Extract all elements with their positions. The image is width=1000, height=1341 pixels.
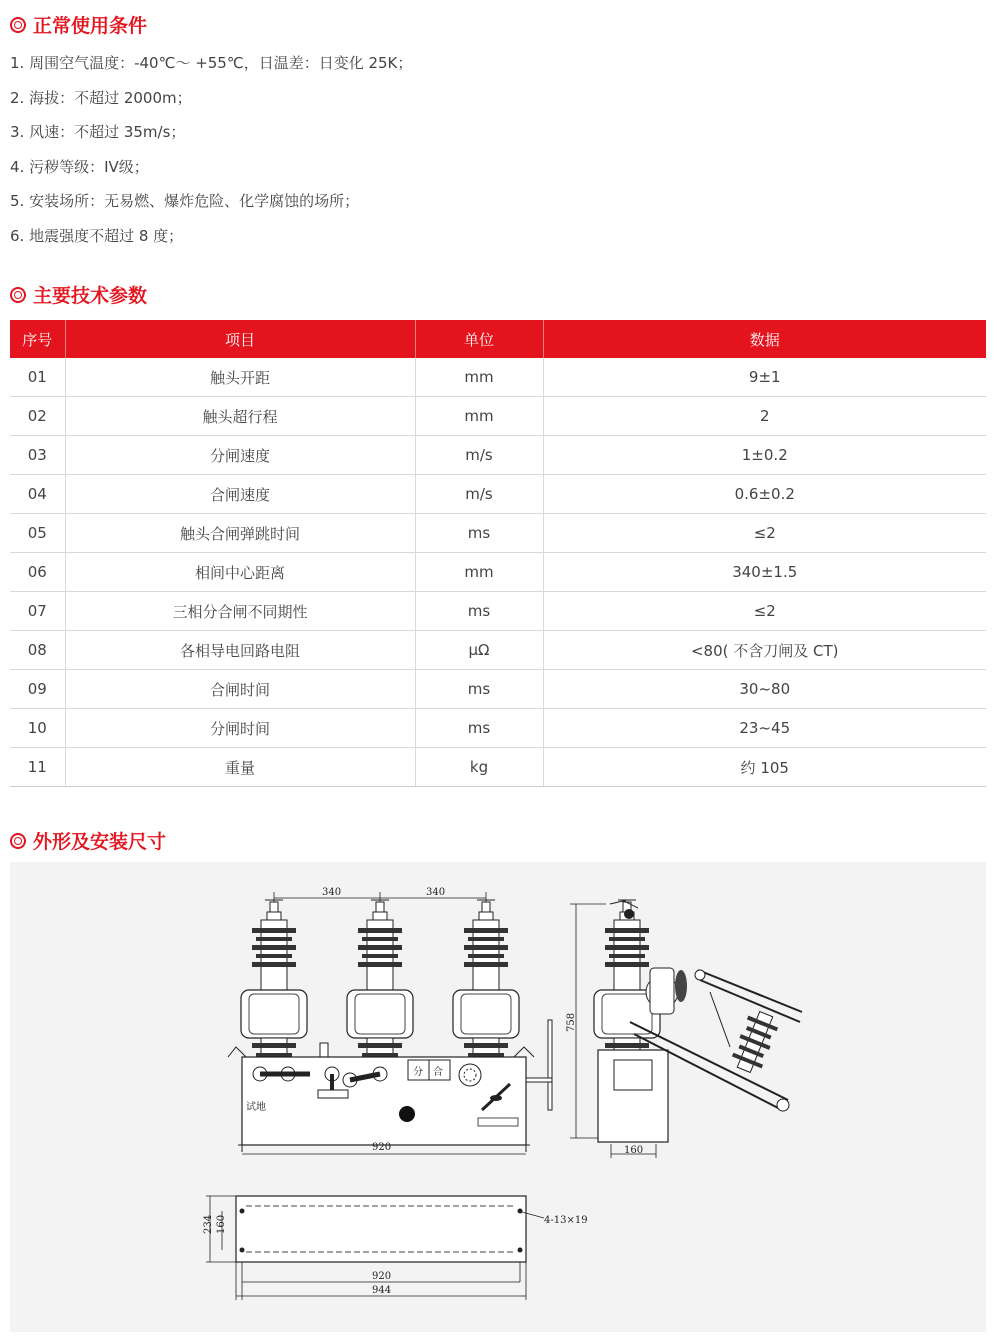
list-item: 2. 海拔：不超过 2000m； xyxy=(10,88,192,107)
cell: 触头开距 xyxy=(65,358,415,397)
base-plate-view xyxy=(203,1196,588,1300)
cell: 三相分合闸不同期性 xyxy=(65,592,415,631)
cell: 触头超行程 xyxy=(65,397,415,436)
table-row xyxy=(10,592,986,631)
dim-944: 944 xyxy=(372,1285,392,1296)
cell: mm xyxy=(415,358,543,397)
cell: 各相导电回路电阻 xyxy=(65,631,415,670)
list-item: 6. 地震强度不超过 8 度； xyxy=(10,226,184,245)
conditions-list xyxy=(10,50,412,257)
list-item: 5. 安装场所：无易燃、爆炸危险、化学腐蚀的场所； xyxy=(10,192,360,210)
cell: 相间中心距离 xyxy=(65,553,415,592)
list-item: 3. 风速：不超过 35m/s； xyxy=(10,123,186,141)
section-title-text: 主要技术参数 xyxy=(33,285,148,307)
section-title-conditions xyxy=(10,11,147,38)
cell: 04 xyxy=(10,475,65,514)
dim-160-side: 160 xyxy=(624,1145,644,1156)
cell: 约 105 xyxy=(543,748,986,787)
cell: 触头合闸弹跳时间 xyxy=(65,514,415,553)
dimension-drawing-panel xyxy=(10,862,986,1332)
circle-bullet-icon xyxy=(10,833,26,849)
section-title-text: 正常使用条件 xyxy=(33,15,148,37)
cell: m/s xyxy=(415,475,543,514)
table-row xyxy=(10,553,986,592)
header-item: 项目 xyxy=(65,320,415,358)
cell: ≤2 xyxy=(543,514,986,553)
table-row xyxy=(10,436,986,475)
dim-160-base: 160 xyxy=(216,1214,227,1234)
cell: 0.6±0.2 xyxy=(543,475,986,514)
cell: μΩ xyxy=(415,631,543,670)
cell: kg xyxy=(415,748,543,787)
cell: m/s xyxy=(415,436,543,475)
cell: ms xyxy=(415,592,543,631)
header-value: 数据 xyxy=(543,320,986,358)
dimension-drawing xyxy=(10,862,986,1332)
pole-left xyxy=(241,900,307,1066)
circle-bullet-icon xyxy=(10,287,26,303)
cell: 重量 xyxy=(65,748,415,787)
label-fen: 分 xyxy=(413,1067,423,1078)
cell: 30~80 xyxy=(543,670,986,709)
table-row xyxy=(10,748,986,787)
table-row xyxy=(10,358,986,397)
section-title-drawing xyxy=(10,827,166,854)
dim-234: 234 xyxy=(203,1214,214,1234)
dim-758: 758 xyxy=(566,1012,577,1032)
cell: 02 xyxy=(10,397,65,436)
cell: 合闸速度 xyxy=(65,475,415,514)
cell: 1±0.2 xyxy=(543,436,986,475)
cell: 2 xyxy=(543,397,986,436)
list-item: 1. 周围空气温度：-40℃～ +55℃，日温差：日变化 25K； xyxy=(10,54,413,72)
cell: 9±1 xyxy=(543,358,986,397)
table-header-row xyxy=(10,320,986,358)
section-title-text: 外形及安装尺寸 xyxy=(33,831,167,853)
pole-middle xyxy=(347,900,413,1066)
cell: 340±1.5 xyxy=(543,553,986,592)
cell: 23~45 xyxy=(543,709,986,748)
cell: 08 xyxy=(10,631,65,670)
table-row xyxy=(10,670,986,709)
cell: 11 xyxy=(10,748,65,787)
table-row xyxy=(10,397,986,436)
cell: ms xyxy=(415,709,543,748)
cell: mm xyxy=(415,553,543,592)
cell: 03 xyxy=(10,436,65,475)
cell: 07 xyxy=(10,592,65,631)
list-item: 4. 污秽等级：IV级； xyxy=(10,157,149,176)
circle-bullet-icon xyxy=(10,17,26,33)
cell: ms xyxy=(415,670,543,709)
dim-920-front: 920 xyxy=(372,1142,392,1153)
param-table xyxy=(10,320,986,787)
label-shidi: 试地 xyxy=(246,1102,266,1113)
dim-920-base: 920 xyxy=(372,1271,392,1282)
dim-340-right: 340 xyxy=(426,887,446,898)
table-row xyxy=(10,631,986,670)
cell: ≤2 xyxy=(543,592,986,631)
cell: <80( 不含刀闸及 CT) xyxy=(543,631,986,670)
table-row xyxy=(10,709,986,748)
header-index: 序号 xyxy=(10,320,65,358)
cell: 06 xyxy=(10,553,65,592)
dim-hole: 4-13×19 xyxy=(544,1215,588,1226)
cell: ms xyxy=(415,514,543,553)
cell: mm xyxy=(415,397,543,436)
cell: 05 xyxy=(10,514,65,553)
cell: 分闸速度 xyxy=(65,436,415,475)
pole-right xyxy=(453,900,519,1066)
cell: 01 xyxy=(10,358,65,397)
header-unit: 单位 xyxy=(415,320,543,358)
table-row xyxy=(10,475,986,514)
side-view xyxy=(566,900,802,1158)
cell: 合闸时间 xyxy=(65,670,415,709)
table-row xyxy=(10,514,986,553)
section-title-params xyxy=(10,281,147,308)
cell: 分闸时间 xyxy=(65,709,415,748)
cell: 09 xyxy=(10,670,65,709)
cell: 10 xyxy=(10,709,65,748)
label-he: 合 xyxy=(433,1067,443,1078)
dim-340-left: 340 xyxy=(322,887,342,898)
